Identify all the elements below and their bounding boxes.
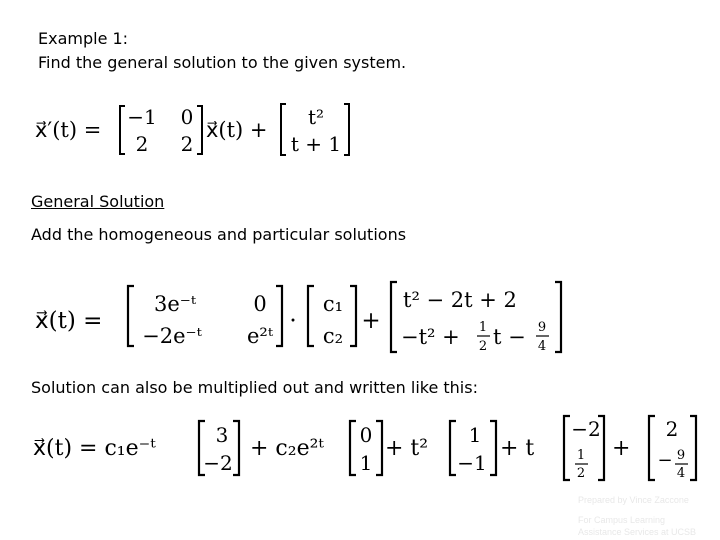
vec2-top: 0 bbox=[359, 423, 373, 447]
fundamental-12: 0 bbox=[253, 292, 267, 316]
vec5-frac-sign: − bbox=[657, 450, 673, 471]
particular-bracket-left bbox=[391, 282, 397, 352]
vec2-bottom: 1 bbox=[359, 451, 373, 475]
expanded-lhs: x⃗(t) = c₁e⁻ᵗ bbox=[33, 436, 156, 461]
vec5-bracket-right bbox=[690, 416, 696, 480]
constant-c1: c₁ bbox=[322, 292, 344, 316]
constants-bracket-right bbox=[350, 286, 356, 346]
expanded-term2: + c₂e²ᵗ bbox=[250, 436, 324, 461]
vec3-bracket-left bbox=[450, 421, 456, 475]
matrix-a-21: 2 bbox=[135, 132, 149, 156]
footer-line-1: Prepared by Vince Zaccone bbox=[578, 495, 689, 505]
vec5-bracket-left bbox=[649, 416, 655, 480]
dot-operator: · bbox=[289, 308, 297, 334]
particular-bracket-right bbox=[555, 282, 561, 352]
example-label: Example 1: bbox=[38, 29, 129, 48]
vec5-frac-num: 9 bbox=[676, 448, 686, 463]
particular-row1: t² − 2t + 2 bbox=[403, 288, 517, 312]
forcing-bracket-left bbox=[281, 104, 286, 155]
fundamental-11: 3e⁻ᵗ bbox=[153, 292, 197, 316]
expanded-term4: + t bbox=[500, 436, 535, 461]
general-lhs: x⃗(t) = bbox=[35, 308, 103, 334]
particular-frac2-den: 4 bbox=[537, 339, 547, 354]
general-solution-equation bbox=[35, 282, 561, 354]
vec5-frac-den: 4 bbox=[676, 466, 686, 481]
vec1-bracket-right bbox=[233, 421, 239, 475]
forcing-top: t² bbox=[307, 105, 325, 129]
footer-line-2: For Campus Learning bbox=[578, 515, 666, 525]
vec4-bracket-left bbox=[564, 416, 570, 480]
system-vector-term: x⃗(t) + bbox=[206, 118, 268, 142]
instruction-text: Find the general solution to the given system. bbox=[38, 53, 407, 72]
general-solution-description: Add the homogeneous and particular solutions bbox=[31, 225, 407, 244]
particular-row2-b: t − bbox=[493, 325, 526, 349]
vec4-frac-den: 2 bbox=[576, 466, 586, 481]
fundamental-22: e²ᵗ bbox=[246, 324, 274, 348]
vec1-bottom: −2 bbox=[203, 451, 233, 475]
vec3-bracket-right bbox=[490, 421, 496, 475]
vec3-bottom: −1 bbox=[457, 451, 487, 475]
vec4-top: −2 bbox=[571, 417, 601, 441]
system-lhs: x⃗′(t) = bbox=[35, 118, 102, 142]
system-equation bbox=[35, 104, 349, 156]
forcing-bottom: t + 1 bbox=[290, 132, 342, 156]
constant-c2: c₂ bbox=[322, 324, 344, 348]
expanded-term3: + t² bbox=[385, 436, 429, 461]
vec2-bracket-left bbox=[350, 421, 356, 475]
vec5-top: 2 bbox=[665, 417, 679, 441]
vec3-top: 1 bbox=[468, 423, 482, 447]
particular-frac-den: 2 bbox=[478, 339, 488, 354]
fundamental-bracket-right bbox=[276, 286, 282, 346]
general-solution-heading: General Solution bbox=[31, 192, 165, 211]
particular-row2-a: −t² + bbox=[401, 325, 460, 349]
matrix-a-11: −1 bbox=[127, 105, 157, 129]
particular-frac2-num: 9 bbox=[537, 320, 547, 335]
expanded-solution-description: Solution can also be multiplied out and written like this: bbox=[31, 378, 478, 397]
expanded-term5: + bbox=[612, 436, 631, 461]
fundamental-bracket-left bbox=[128, 286, 134, 346]
vec4-frac-num: 1 bbox=[576, 448, 586, 463]
matrix-a-bracket-right bbox=[197, 106, 202, 154]
expanded-solution-equation bbox=[33, 416, 696, 481]
matrix-a-12: 0 bbox=[180, 105, 194, 129]
constants-bracket-left bbox=[308, 286, 314, 346]
particular-frac-num: 1 bbox=[478, 320, 488, 335]
matrix-a-bracket-left bbox=[120, 106, 125, 154]
fundamental-21: −2e⁻ᵗ bbox=[142, 324, 202, 348]
matrix-a-22: 2 bbox=[180, 132, 194, 156]
plus-sign: + bbox=[361, 308, 381, 334]
footer-line-3: Assistance Services at UCSB bbox=[578, 527, 697, 537]
forcing-bracket-right bbox=[344, 104, 349, 155]
vec2-bracket-right bbox=[376, 421, 382, 475]
vec1-top: 3 bbox=[215, 423, 229, 447]
